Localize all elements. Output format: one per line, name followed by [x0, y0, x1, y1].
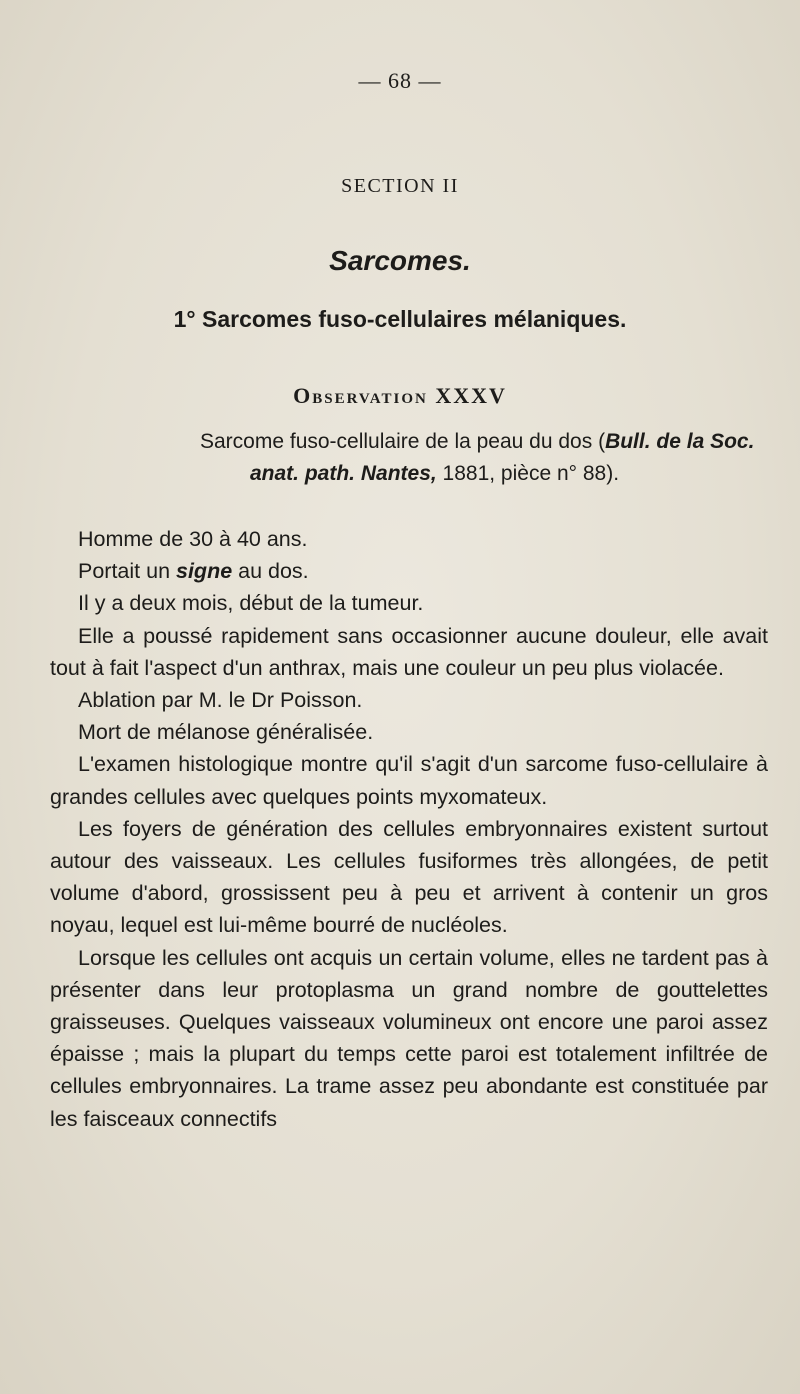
paragraph-sign — [50, 555, 768, 587]
paragraph-histology: L'examen histologique montre qu'il s'agit d'un sarcome fuso-cellulaire à grandes cellules avec quelques points myxomateux. — [50, 752, 768, 809]
observation-desc-text: Sarcome fuso-cellulaire de la peau du dos ( — [200, 430, 606, 453]
paragraph-growth: Elle a poussé rapidement sans occasionner aucune douleur, elle avait tout à fait l'aspect d'un anthrax, mais une couleur un peu plus violacée. — [50, 623, 768, 680]
paragraph-ablation: Ablation par M. le Dr Poisson. — [78, 688, 363, 713]
paragraph-sign-post: au dos. — [232, 559, 309, 584]
paragraph-onset: Il y a deux mois, début de la tumeur. — [78, 591, 424, 616]
chapter-title: Sarcomes. — [329, 245, 471, 276]
page-number: — 68 — — [358, 68, 442, 93]
section-heading: SECTION II — [341, 175, 459, 197]
subheading: 1° Sarcomes fuso-cellulaires mélaniques. — [173, 306, 627, 332]
paragraph-cells: Lorsque les cellules ont acquis un certain volume, elles ne tardent pas à présenter dans leur protoplasma un grand nombre de gouttelettes graisseuses. Quelques vaisseaux volumineux ont encore une paroi assez épaisse ; mais la plupart du temps cette paroi est totalement infiltrée de cellules embryonnaires. La trame assez peu abondante est constituée par les faisceaux connectifs — [50, 945, 768, 1131]
paragraph-age: Homme de 30 à 40 ans. — [78, 527, 308, 551]
observation-title: Observation XXXV — [293, 383, 507, 408]
observation-description — [200, 426, 765, 490]
observation-desc-tail: 1881, pièce n° 88). — [436, 462, 620, 485]
observation-reference: Bull. de la Soc. anat. path. Nantes, — [250, 430, 755, 485]
paragraph-sign-emphasis: signe — [176, 559, 233, 584]
paragraph-sign-pre: Portait un — [78, 559, 176, 584]
paragraph-foci: Les foyers de génération des cellules embryonnaires existent surtout autour des vaisseaux. Les cellules fusiformes très allongées, de petit volume d'abord, grossissent peu à peu et arrivent à contenir un gros noyau, lequel est lui-même bourré de nucléoles. — [50, 816, 768, 938]
paragraph-death: Mort de mélanose généralisée. — [78, 720, 374, 745]
body-text — [50, 523, 768, 1135]
